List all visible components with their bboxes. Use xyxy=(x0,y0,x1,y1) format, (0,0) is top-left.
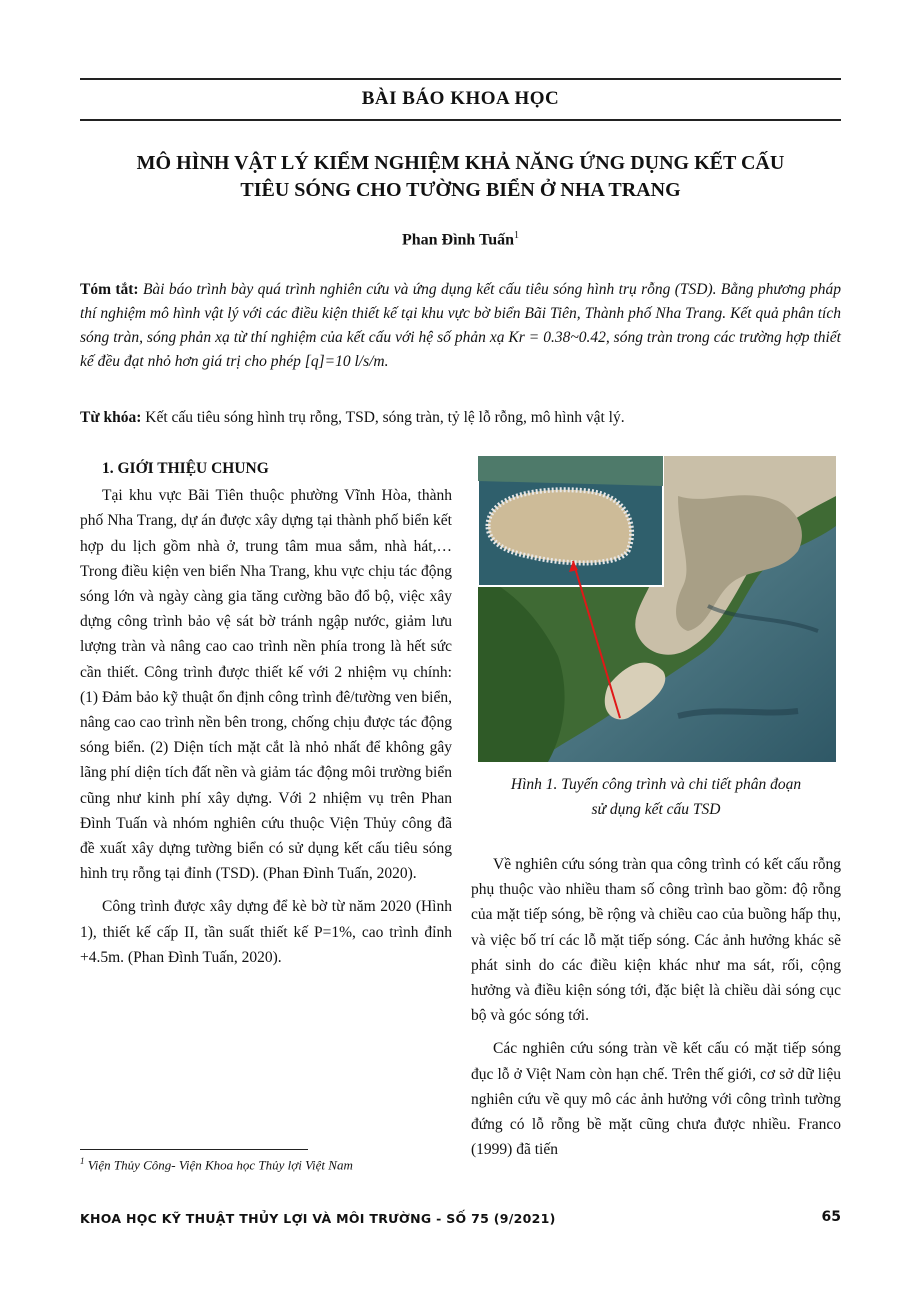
title-line-1: MÔ HÌNH VẬT LÝ KIỂM NGHIỆM KHẢ NĂNG ỨNG DỤNG KẾT CẤU xyxy=(136,152,785,174)
header-rule-top xyxy=(80,78,841,80)
keywords-text: Kết cấu tiêu sóng hình trụ rỗng, TSD, sóng tràn, tỷ lệ lỗ rỗng, mô hình vật lý. xyxy=(145,409,625,426)
page-number: 65 xyxy=(821,1209,841,1225)
abstract xyxy=(80,278,841,374)
paragraph-intro-3: Về nghiên cứu sóng tràn qua công trình có kết cấu rỗng phụ thuộc vào nhiều tham số công trình bao gồm: độ rỗng của mặt tiếp sóng, bề rộng và chiều cao của buồng hấp thụ, và việc bố trí các lỗ mặt tiếp sóng. Các ảnh hưởng khác sẽ phát sinh do các điều kiện khác như ma sát, rối, cộng hưởng và điều kiện sóng tới, đặc biệt là chiều dài sóng cục bộ và góc sóng tới. xyxy=(471,856,841,1025)
left-column xyxy=(80,456,452,978)
caption-line-2: sử dụng kết cấu TSD xyxy=(591,801,721,818)
author-line xyxy=(80,230,841,249)
footnote xyxy=(80,1156,452,1173)
article-title xyxy=(80,150,841,204)
keywords xyxy=(80,406,841,430)
keywords-label: Từ khóa: xyxy=(80,409,142,426)
author-name: Phan Đình Tuấn xyxy=(401,231,515,249)
caption-line-1: Hình 1. Tuyến công trình và chi tiết phân đoạn xyxy=(510,776,802,793)
aerial-map-illustration xyxy=(478,456,836,762)
figure-1-aerial-photo xyxy=(478,456,836,762)
figure-1-caption xyxy=(471,772,841,822)
title-line-2: TIÊU SÓNG CHO TƯỜNG BIỂN Ở NHA TRANG xyxy=(240,179,681,201)
footnote-text: Viện Thủy Công- Viện Khoa học Thủy lợi Việt Nam xyxy=(87,1157,353,1173)
paragraph-intro-1: Tại khu vực Bãi Tiên thuộc phường Vĩnh Hòa, thành phố Nha Trang, dự án được xây dựng tại thành phố biển kết hợp du lịch gồm nhà ở, trung tâm mua sắm, nhà hát,… Trong điều kiện ven biển Nha Trang, khu vực chịu tác động sóng lớn và ngày càng gia tăng cường bão đổ bộ, việc xây dựng công trình bảo vệ sát bờ tránh ngập nước, giảm lưu lượng tràn và nâng cao cao trình nền phía trong là hết sức cần thiết. Công trình được thiết kế với 2 nhiệm vụ chính: (1) Đảm bảo kỹ thuật ổn định công trình đê/tường ven biển, nâng cao cao trình nền bên trong, chống chịu được tác động sóng biển. (2) Diện tích mặt cắt là nhỏ nhất để không gây lãng phí diện tích đất nền và giảm tác động môi trường biển cũng như kinh phí xây dựng. Với 2 nhiệm vụ trên Phan Đình Tuấn và nhóm nghiên cứu thuộc Viện Thủy công đã đề xuất xây dựng tường biển có sử dụng kết cấu tiêu sóng hình trụ rỗng tại đỉnh (TSD). (Phan Đình Tuấn, 2020). xyxy=(80,487,452,883)
paragraph-intro-2: Công trình được xây dựng để kè bờ từ năm 2020 (Hình 1), thiết kế cấp II, tần suất thiết kế P=1%, cao trình đỉnh +4.5m. (Phan Đình Tuấn, 2020). xyxy=(80,898,452,966)
footnote-mark: 1 xyxy=(80,1156,85,1166)
right-column xyxy=(471,852,841,1170)
author-affiliation-mark: 1 xyxy=(514,230,520,241)
header-rule-bottom xyxy=(80,119,841,121)
abstract-label: Tóm tắt: xyxy=(80,281,139,298)
paragraph-intro-4: Các nghiên cứu sóng tràn về kết cấu có mặt tiếp sóng đục lỗ ở Việt Nam còn hạn chế. Trên thế giới, cơ sở dữ liệu nghiên cứu về quy mô các ảnh hưởng với công trình tường đứng có lỗ rỗng bề mặt cũng chưa được nhiều. Franco (1999) đã tiến xyxy=(471,1040,841,1159)
abstract-text: Bài báo trình bày quá trình nghiên cứu và ứng dụng kết cấu tiêu sóng hình trụ rỗng (TSD). Bằng phương pháp thí nghiệm mô hình vật lý với các điều kiện thiết kế tại khu vực bờ biển Bãi Tiên, Thành phố Nha Trang. Kết quả phân tích sóng tràn, sóng phản xạ từ thí nghiệm của kết cấu với hệ số phản xạ Kr = 0.38~0.42, sóng tràn trong các trường hợp thiết kế đều đạt nhỏ hơn giá trị cho phép [q]=10 l/s/m. xyxy=(80,281,841,370)
journal-footer: KHOA HỌC KỸ THUẬT THỦY LỢI VÀ MÔI TRƯỜNG - SỐ 75 (9/2021) xyxy=(80,1211,556,1226)
footnote-rule xyxy=(80,1149,308,1150)
section-heading: 1. GIỚI THIỆU CHUNG xyxy=(102,460,269,477)
section-label: BÀI BÁO KHOA HỌC xyxy=(361,88,560,109)
